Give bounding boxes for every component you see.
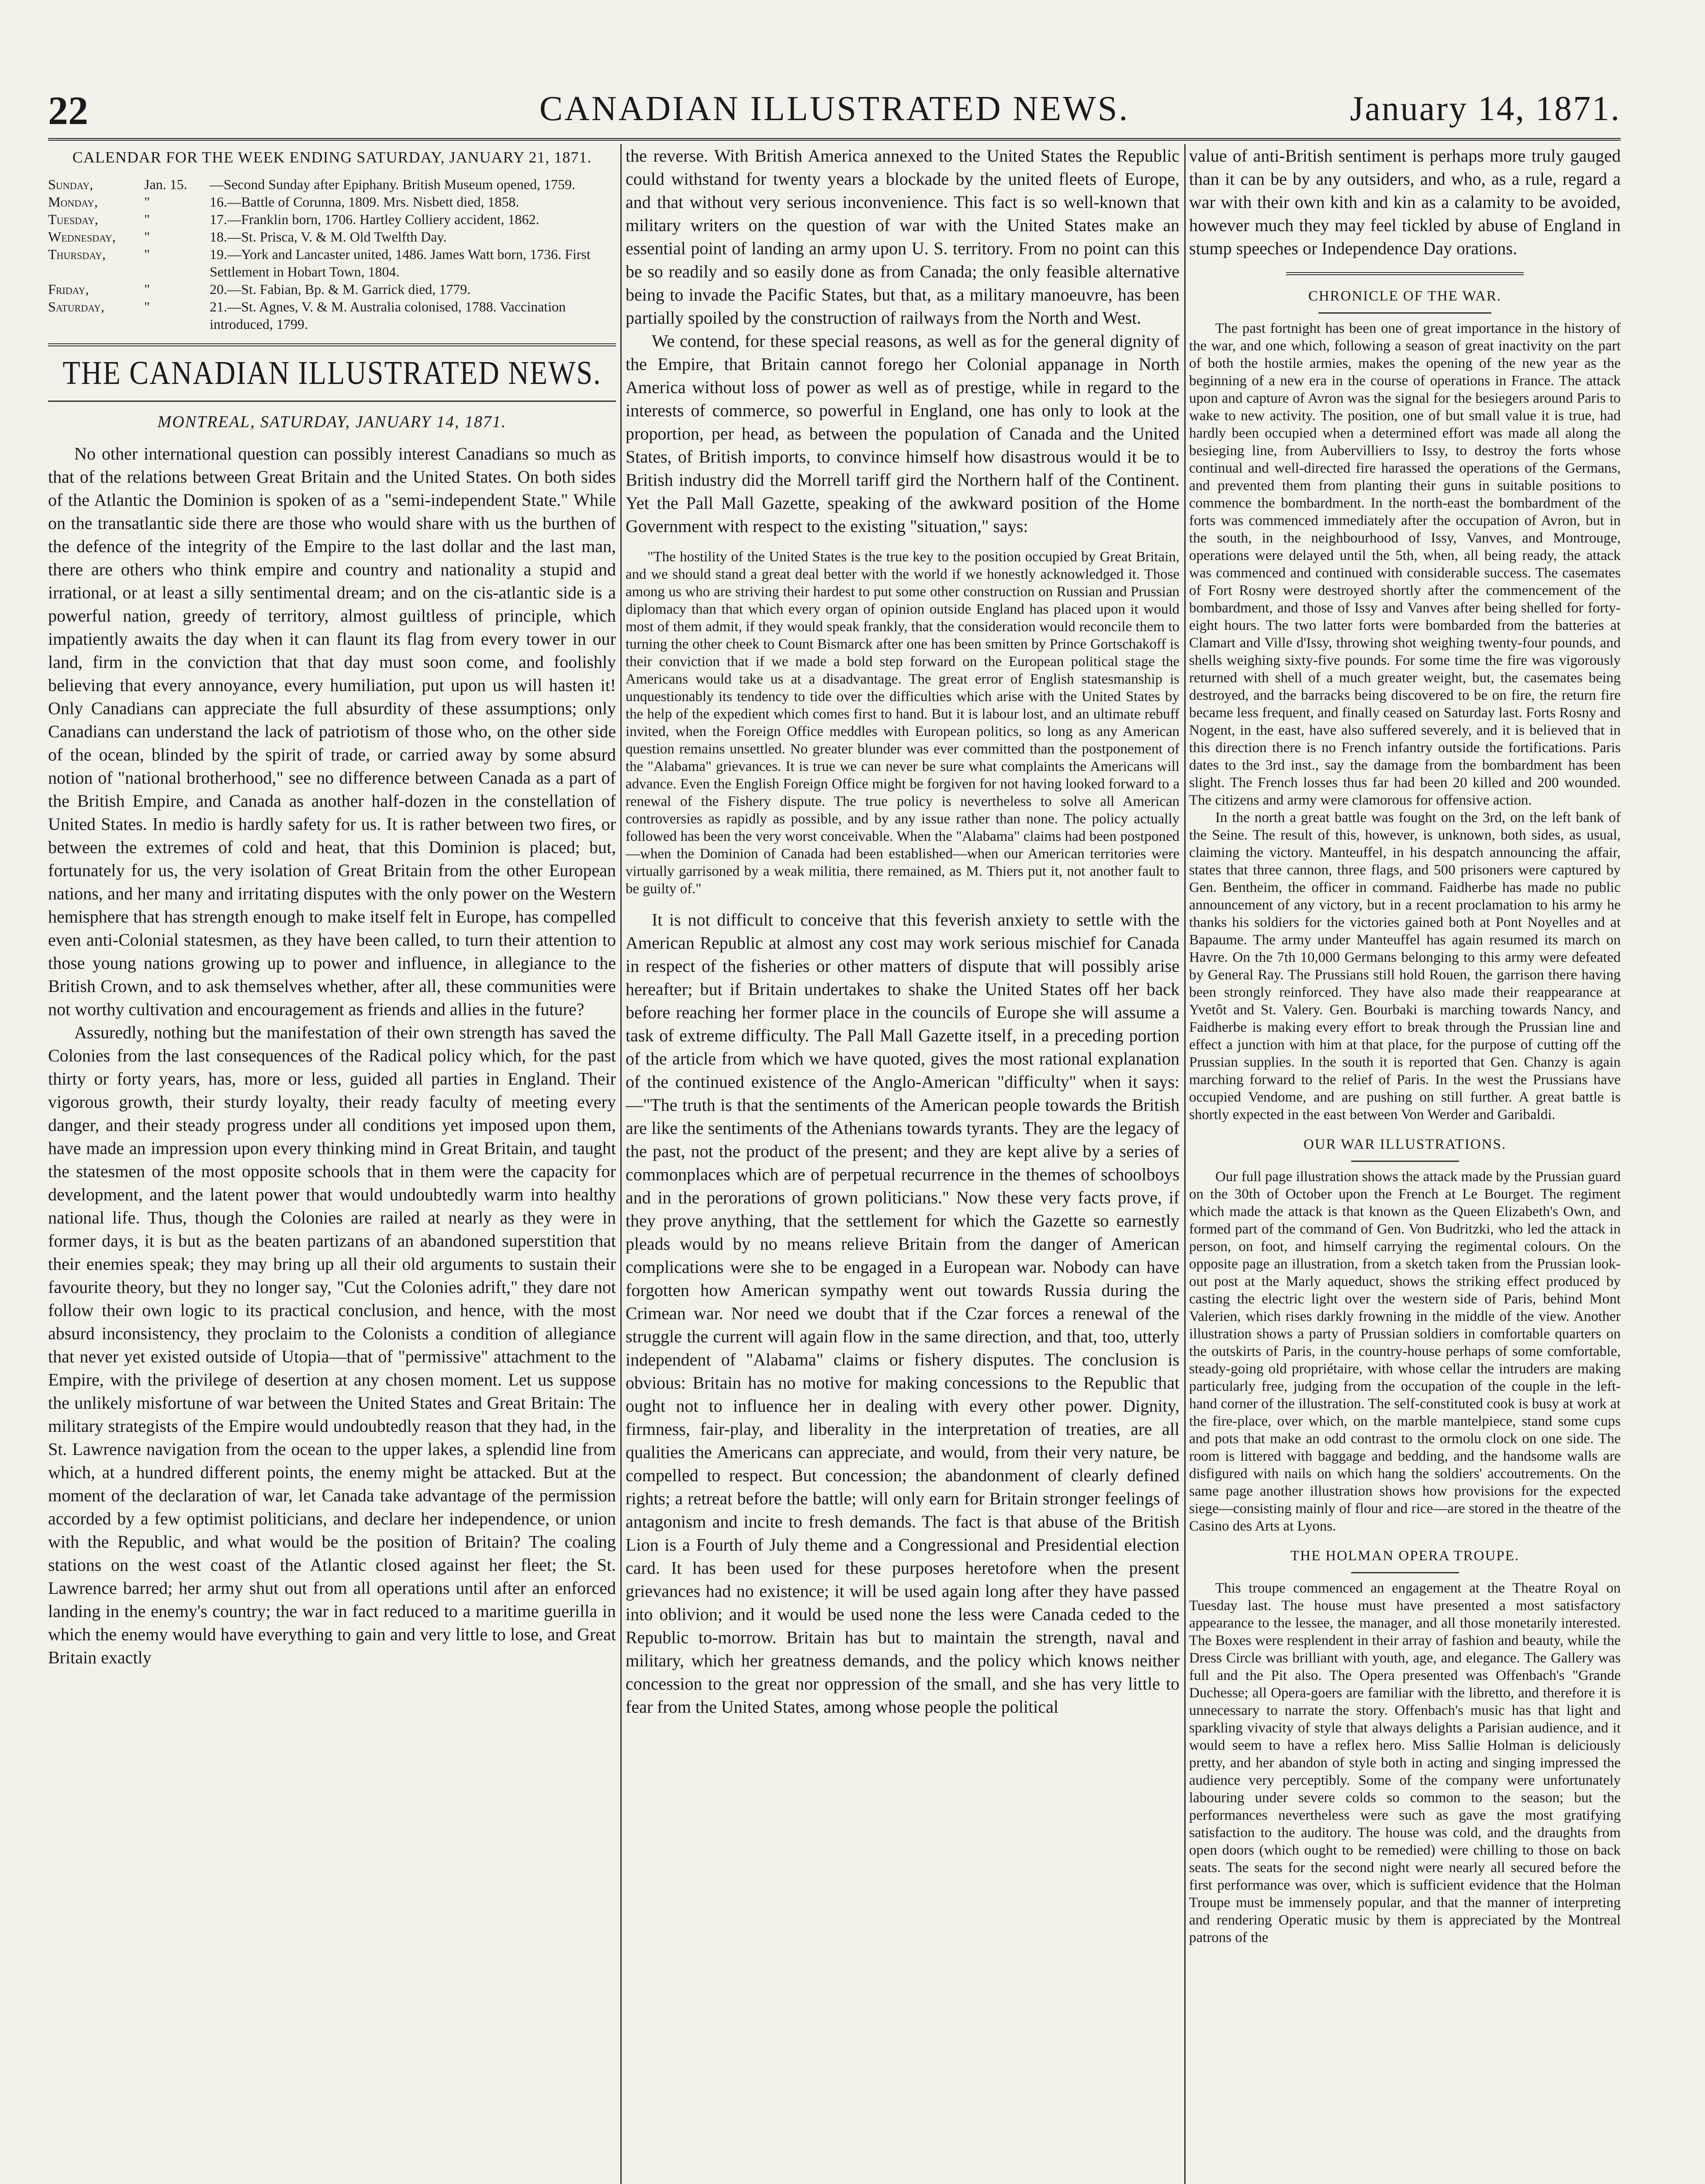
calendar-row [48,193,616,211]
calendar-entry: 21.—St. Agnes, V. & M. Australia colonised, 1788. Vaccination introduced, 1799. [210,299,566,332]
article-paragraph: No other international question can possibly interest Canadians so much as that of the relations between Great Britain and the United States. On both sides of the Atlantic the Dominion is spoken of as a "semi-independent State." While on the transatlantic side there are those who would share with us the burthen of the defence of the integrity of the Empire to the last dollar and the last man, there are others who think empire and country and nationality a stupid and irrational, or at least a silly sentimental dream; and on the cis-atlantic side is a powerful nation, greedy of territory, almost guiltless of principle, which impatiently awaits the day when it can flaunt its flag from every tower in our land, firm in the conviction that that day must soon come, and foolishly believing that every annoyance, every humiliation, put upon us will hasten it! Only Canadians can appreciate the full absurdity of these assumptions; only Canadians can understand the lack of patriotism of those who, on the other side of the ocean, blinded by the spirit of trade, or carried away by some absurd notion of "national brotherhood," see no difference between Canada as a part of the British Empire, and Canada as another half-dozen in the constellation of United States. In medio is hardly safety for us. It is rather between two fires, or between the extremes of cold and heat, that this Dominion is placed; but, fortunately for us, the very isolation of Great Britain from the other European nations, and her many and irritating disputes with the only power on the Western hemisphere that has strength enough to make itself felt in Europe, has compelled even anti-Colonial statesmen, as they have been called, to turn their attention to those young nations growing up to power and influence, in allegiance to the British Crown, and to ask themselves whether, after all, these communities were not worthy cultivation and encouragement as friends and allies in the future? [48,444,616,1019]
calendar-day: Saturday, [48,299,104,314]
calendar-entry: —Second Sunday after Epiphany. British Museum opened, 1759. [210,176,575,192]
divider [1318,312,1491,314]
calendar-date: " [144,299,150,314]
calendar-day: Friday, [48,281,89,297]
calendar-table [48,176,616,333]
column-2 [626,144,1179,2184]
dateline: MONTREAL, SATURDAY, JANUARY 14, 1871. [157,413,507,431]
calendar-row [48,245,616,280]
calendar-day: Monday, [48,194,98,210]
calendar-day: Sunday, [48,176,93,192]
calendar-row [48,280,616,298]
divider [48,343,616,346]
calendar-row [48,298,616,333]
calendar-heading: CALENDAR FOR THE WEEK ENDING SATURDAY, JANUARY 21, 1871. [72,149,592,166]
column-1 [48,144,616,2184]
calendar-entry: 17.—Franklin born, 1706. Hartley Colliery accident, 1862. [210,211,540,227]
block-quote [626,548,1179,898]
chronicle-heading: CHRONICLE OF THE WAR. [1308,288,1502,304]
page-number: 22 [48,88,88,133]
calendar-row [48,211,616,228]
calendar-entry: 20.—St. Fabian, Bp. & M. Garrick died, 1779. [210,281,471,297]
divider [1351,1161,1459,1162]
quote-text: "The hostility of the United States is the true key to the position occupied by Great Britain, and we should stand a great deal better with the world if we honestly acknowledged it. Those among us who are striving their hardest to put some other construction on Russian and Prussian diplomacy than that which every organ of opinion outside England has placed upon it would most of them admit, if they would speak frankly, that the consideration would reconcile them to turning the other cheek to Count Bismarck after one has been smitten by Prince Gortschakoff is their conviction that if we made a bold step forward on the European political stage the Americans would take us at a disadvantage. The great error of English statesmanship is unquestionably its tendency to tide over the difficulties which arise with the United States by the help of the expedient which comes first to hand. But it is labour lost, and an ultimate rebuff invited, when the Foreign Office meddles with European politics, so long as any American question remains unsettled. No greater blunder was ever committed than the postponement of the "Alabama" grievances. It is true we can never be sure what complaints the Americans will advance. Even the English Foreign Office might be forgiven for not having looked forward to a renewal of the Fishery dispute. The true policy is nevertheless to solve all American controversies as rapidly as possible, and by any issue rather than none. The policy actually followed has been the very worst conceivable. When the "Alabama" claims had been postponed—when the Dominion of Canada had been established—when our American territories were virtually garrisoned by a weak militia, there remained, as M. Thiers put it, not another fault to be guilty of." [626,549,1179,897]
calendar-date: Jan. 15. [144,176,187,192]
article-paragraph: It is not difficult to conceive that this feverish anxiety to settle with the American Republic at almost any cost may work serious mischief for Canada in respect of the fisheries or other matters of dispute that will possibly arise hereafter; but if Britain undertakes to shake the United States off her back before reaching her former place in the councils of Europe she will assume a task of extreme difficulty. The Pall Mall Gazette itself, in a preceding portion of the article from which we have quoted, gives the most rational explanation of the continued existence of the Anglo-American "difficulty" when it says:—"The truth is that the sentiments of the American people towards the British are like the sentiments of the Athenians towards tyrants. They are the legacy of the past, not the product of the present; and they are kept alive by a series of commonplaces which are of perpetual recurrence in the themes of schoolboys and in the perorations of grown politicians." Now these very facts prove, if they prove anything, that the settlement for which the Gazette so earnestly pleads would by no means relieve Britain from the danger of American complications were she to be engaged in a European war. Nobody can have forgotten how American sympathy went out towards Russia during the Crimean war. Nor need we doubt that if the Czar forces a renewal of the struggle the current will again flow in the same direction, and that, too, utterly independent of "Alabama" claims or fishery disputes. The conclusion is obvious: Britain has no motive for making concessions to the Republic that ought not to influence her in dealing with every other power. Dignity, firmness, fair-play, and liberality in the interpretation of treaties, are all qualities the Americans can appreciate, and would, from their very nature, be compelled to respect. But concession; the abandonment of clearly defined rights; a retreat before the battle; will only earn for Britain stronger feelings of antagonism and incite to fresh demands. The fact is that abuse of the British Lion is a Fourth of July theme and a Congressional and Presidential election card. It has been used for these purposes heretofore when the present grievances had no existence; it will be used again long after they have passed into oblivion; and it would be used none the less were Canada ceded to the Republic to-morrow. Britain has but to maintain the strength, naval and military, which her greatness demands, and the policy which knows neither concession to the great nor oppression of the small, and she has very little to fear from the United States, among whose people the political [626,910,1179,1717]
holman-paragraph: This troupe commenced an engagement at the Theatre Royal on Tuesday last. The house must have presented a most satisfactory appearance to the lessee, the manager, and all those monetarily interested. The Boxes were resplendent in their array of fashion and beauty, while the Dress Circle was brilliant with youth, age, and elegance. The Gallery was full and the Pit also. The Opera presented was Offenbach's "Grande Duchesse; all Opera-goers are familiar with the libretto, and therefore it is unnecessary to narrate the story. Offenbach's music has that light and sparkling vivacity of style that always delights a Parisian audience, and it would seem to have a reflex hero. Miss Sallie Holman is deliciously pretty, and her abandon of style both in acting and singing impressed the audience very perceptibly. Some of the company were unfortunately labouring under severe colds so common to the season; but the performances nevertheless were such as gave the most gratifying satisfaction to the auditory. The house was cold, and the draughts from open doors (which ought to be remedied) were chilling to those on back seats. The seats for the second night were nearly all secured before the first performance was over, which is sufficient evidence that the Holman Troupe must be immensely popular, and that the manner of interpreting and rendering Operatic music by them is appreciated by the Montreal patrons of the [1189,1580,1621,1946]
holman-heading: THE HOLMAN OPERA TROUPE. [1290,1548,1520,1564]
calendar-row [48,228,616,245]
column-rule [620,144,622,2184]
calendar-date: " [144,194,150,210]
article-paragraph: the reverse. With British America annexed to the United States the Republic could withstand for twenty years a blockade by the united fleets of Europe, and that without very serious inconvenience. This fact is so well-known that military writers on the question of war with the United States make an essential point of landing an army upon U. S. territory. From no point can this be so readily and so easily done as from Canada; the only feasible alternative being to invade the Pacific States, but that, as a military manoeuvre, has been partially spoiled by the construction of railways from the North and West. [626,146,1179,328]
article-paragraph: We contend, for these special reasons, as well as for the general dignity of the Empire, that Britain cannot forego her Colonial appanage in North America without loss of power as well as of prestige, while in regard to the interests of commerce, so powerful in England, one has only to look at the proportion, per head, as between the population of Canada and the United States, of British imports, to convince himself how disastrous would it be to British industry did the Morrell tariff gird the Northern half of the Continent. Yet the Pall Mall Gazette, speaking of the awkward position of the Home Government with respect to the existing "situation," says: [626,331,1179,536]
masthead [48,83,1621,135]
calendar-entry: 16.—Battle of Corunna, 1809. Mrs. Nisbett died, 1858. [210,194,519,210]
calendar-date: " [144,211,150,227]
divider [48,401,616,402]
calendar-day: Tuesday, [48,211,98,227]
calendar-entry: 18.—St. Prisca, V. & M. Old Twelfth Day. [210,229,447,245]
calendar-day: Wednesday, [48,229,116,245]
column-3 [1189,144,1621,2184]
war-illustrations-paragraph: Our full page illustration shows the attack made by the Prussian guard on the 30th of October upon the French at Le Bourget. The regiment which made the attack is that known as the Queen Elizabeth's Own, and formed part of the command of Gen. Von Budritzki, who led the attack in person, on foot, and himself carrying the regimental colours. On the opposite page an illustration, from a sketch taken from the Prussian look-out post at the Marly aqueduct, shows the striking effect produced by casting the electric light over the western side of Paris, behind Mont Valerien, which rises darkly frowning in the middle of the view. Another illustration shows a party of Prussian soldiers in comfortable quarters on the outskirts of Paris, in the country-house perhaps of some comfortable, steady-going old propriétaire, with whose cellar the intruders are making particularly free, judging from the occupation of the couple in the left-hand corner of the illustration. The self-constituted cook is busy at work at the fire-place, over which, on the marble mantelpiece, stand some cups and pots that make an odd contrast to the ormolu clock on one side. The room is littered with baggage and bedding, and the handsome walls are disfigured with nails on which hang the soldiers' accoutrements. On the same page another illustration shows how provisions for the expected siege—consisting mainly of flour and rice—are stored in the theatre of the Casino des Arts at Lyons. [1189,1169,1621,1534]
masthead-rule [48,138,1621,141]
calendar-date: " [144,281,150,297]
calendar-date: " [144,229,150,245]
divider [1286,272,1523,275]
masthead-title: CANADIAN ILLUSTRATED NEWS. [539,90,1130,128]
calendar-entry: 19.—York and Lancaster united, 1486. James Watt born, 1736. First Settlement in Hobart Town, 1804. [210,246,591,280]
calendar-date: " [144,246,150,262]
column-rule [1184,144,1186,2184]
chronicle-paragraph: In the north a great battle was fought on the 3rd, on the left bank of the Seine. The result of this, however, is unknown, both sides, as usual, claiming the victory. Manteuffel, in his despatch announcing the affair, states that three cannon, three flags, and 500 prisoners were captured by Gen. Bentheim, the officer in command. Faidherbe has made no public announcement of any victory, but in a recent proclamation to his army he thanks his soldiers for the victories gained both at Pont Noyelles and at Bapaume. The army under Manteuffel has again resumed its march on Havre. On the 7th 10,000 Germans belonging to this army were defeated by General Ray. The Prussians still hold Rouen, the garrison there having been strongly reinforced. They have also made their reappearance at Yvetôt and St. Valery. Gen. Bourbaki is marching towards Nancy, and Faidherbe is making every effort to break through the Prussian line and effect a junction with him at that place, for the purpose of cutting off the Prussian supplies. In the south it is reported that Gen. Chanzy is again marching forward to the relief of Paris. In the west the Prussians have occupied Vendome, and are pushing on still further. A great battle is shortly expected in the east between Von Werder and Garibaldi. [1189,810,1621,1123]
article-paragraph: value of anti-British sentiment is perhaps more truly gauged than it can be by any outsiders, and who, as a rule, regard a war with their own kith and kin as a calamity to be avoided, however much they may feel tickled by abuse of England in stump speeches or Independence Day orations. [1189,146,1621,258]
paper-title: THE CANADIAN ILLUSTRATED NEWS. [62,355,602,392]
masthead-date: January 14, 1871. [1350,90,1621,128]
article-paragraph: Assuredly, nothing but the manifestation of their own strength has saved the Colonies from the last consequences of the Radical policy which, for the past thirty or forty years, has, more or less, guided all parties in England. Their vigorous growth, their sturdy loyalty, their ready faculty of meeting every danger, and their steady progress under all conditions yet imposed upon them, have made an impression upon every thinking mind in Great Britain, and taught the statesmen of the most opposite schools that in them were the capacity for development, and the latent power that would undoubtedly warm into healthy national life. Thus, though the Colonies are railed at nearly as they were in former days, it is but as the beaten partizans of an abandoned superstition that their enemies speak; they may bring up all their old arguments to sustain their favourite theory, but they no longer say, "Cut the Colonies adrift," they dare not follow their own logic to its practical conclusion, and hence, with the most absurd inconsistency, they proclaim to the Colonists a condition of allegiance that never yet existed outside of Utopia—that of "permissive" attachment to the Empire, with the privilege of desertion at any chosen moment. Let us suppose the unlikely misfortune of war between the United States and Great Britain: The military strategists of the Empire would undoubtedly reason that they had, in the St. Lawrence navigation from the ocean to the upper lakes, a splendid line from which, at a hundred different points, the enemy might be attacked. But at the moment of the declaration of war, let Canada take advantage of the permission accorded by a few optimist politicians, and declare her independence, or union with the Republic, and what would be the position of Britain? The coaling stations on the west coast of the Atlantic closed against her fleet; the St. Lawrence barred; her army shut out from all operations until after an enforced landing in the enemy's country; the war in fact reduced to a maritime guerilla in which the enemy would have everything to gain and very little to lose, and Great Britain exactly [48,1023,616,1667]
calendar-row [48,176,616,193]
war-illustrations-heading: OUR WAR ILLUSTRATIONS. [1303,1137,1507,1152]
divider [1351,1572,1459,1573]
chronicle-paragraph: The past fortnight has been one of great importance in the history of the war, and one which, following a season of great inactivity on the part of both the hostile armies, makes the opening of the new year as the beginning of a new era in the course of operations in France. The attack upon and capture of Avron was the signal for the besiegers around Paris to wake to new activity. The position, one of but small value it is true, had hardly been occupied when a determined effort was made all along the besieging line, from Aubervilliers to Issy, to destroy the forts whose continual and well-directed fire harassed the operations of the Germans, and prevented them from planting their guns in suitable positions to commence the bombardment. In the north-east the bombardment of the forts was commenced immediately after the occupation of Avron, but in the south, in the neighbourhood of Issy, Vanves, and Montrouge, operations were delayed until the 5th, when, all being ready, the attack was commenced and continued with considerable success. The casemates of Fort Rosny were destroyed shortly after the commencement of the bombardment, and those of Issy and Vanves after being shelled for forty-eight hours. The two latter forts were bombarded from the batteries at Clamart and Ville d'Issy, throwing shot weighing twenty-four pounds, and shells weighing sixty-five pounds. For some time the fire was vigorously returned with shell of a much greater weight, but, the casemates being destroyed, and the barracks being discovered to be on fire, the return fire became less frequent, and finally ceased on Saturday last. Forts Rosny and Nogent, in the east, have also suffered severely, and it is believed that in this direction there is no French infantry outside the fortifications. Paris dates to the 3rd inst., say the damage from the bombardment has been slight. The French losses thus far had been 20 killed and 200 wounded. The citizens and army were clamorous for offensive action. [1189,321,1621,808]
calendar-day: Thursday, [48,246,106,262]
